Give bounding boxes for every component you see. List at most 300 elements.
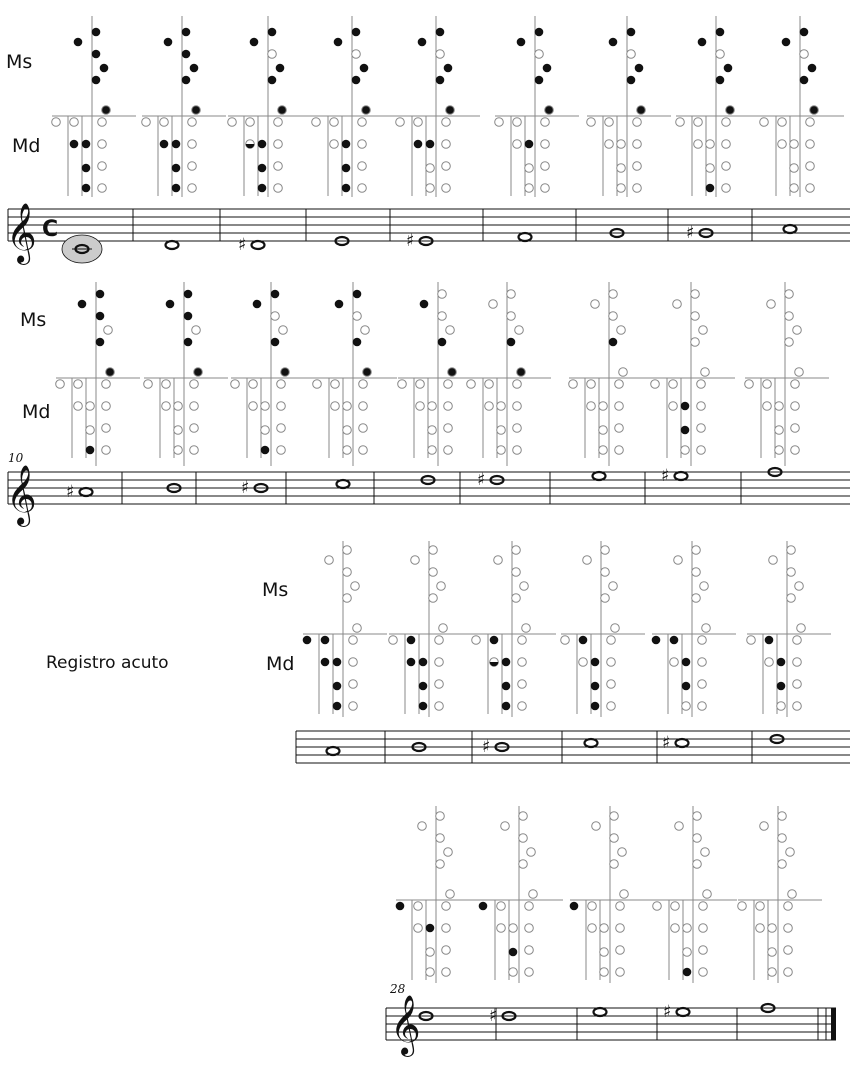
md-hole-5: [617, 184, 626, 193]
md-hole-2: [249, 380, 258, 389]
md-hole-1: [479, 902, 488, 911]
register-key: [278, 106, 287, 115]
register-key: [795, 368, 804, 377]
md-hole-5: [426, 968, 435, 977]
md-hole-1: [231, 380, 240, 389]
ms-hole-3: [785, 312, 794, 321]
fingering-4-4: [653, 806, 737, 983]
md-hole-6: [605, 140, 614, 149]
md-hole-2: [765, 636, 774, 645]
md-side-hole-4: [518, 702, 527, 711]
ms-hole-1: [74, 38, 83, 47]
ms-hole-2: [429, 546, 438, 555]
ms-hole-2: [519, 812, 528, 821]
md-hole-2: [74, 380, 83, 389]
ms-hole-3: [507, 312, 516, 321]
ms-hole-2: [92, 28, 101, 37]
md-hole-1: [495, 118, 504, 127]
ms-hole-5: [800, 76, 809, 85]
md-hole-6: [670, 658, 679, 667]
ms-hole-1: [591, 300, 600, 309]
md-hole-3: [497, 402, 506, 411]
ms-hole-2: [343, 546, 352, 555]
md-side-hole-1: [277, 380, 286, 389]
md-hole-2: [669, 380, 678, 389]
md-hole-5: [82, 184, 91, 193]
md-hole-5: [174, 446, 183, 455]
md-hole-6: [694, 140, 703, 149]
sharp-sign: ♯: [66, 482, 75, 502]
md-side-hole-1: [698, 636, 707, 645]
md-side-hole-4: [444, 446, 453, 455]
ms-hole-4: [724, 64, 733, 73]
ms-hole-4: [104, 326, 113, 335]
sharp-sign: ♯: [241, 478, 250, 498]
md-side-hole-4: [616, 968, 625, 977]
md-hole-4: [502, 682, 511, 691]
md-side-hole-2: [359, 402, 368, 411]
md-side-hole-4: [525, 968, 534, 977]
md-hole-2: [407, 636, 416, 645]
ms-hole-3: [610, 834, 619, 843]
md-side-hole-2: [541, 140, 550, 149]
md-hole-1: [467, 380, 476, 389]
md-hole-5: [426, 184, 435, 193]
md-hole-3: [419, 658, 428, 667]
ms-hole-3: [512, 568, 521, 577]
md-hole-4: [775, 426, 784, 435]
fingering-2-3: [231, 282, 315, 466]
md-hole-3: [426, 140, 435, 149]
note-3-4: [585, 739, 598, 747]
note-1-6: [519, 233, 532, 241]
md-side-hole-2: [607, 658, 616, 667]
md-hole-6: [414, 140, 423, 149]
md-side-hole-4: [98, 184, 107, 193]
md-side-hole-1: [435, 636, 444, 645]
ms-hole-4: [360, 64, 369, 73]
ms-hole-1: [78, 300, 87, 309]
md-hole-1: [472, 636, 481, 645]
ms-hole-5: [436, 860, 445, 869]
ms-hole-1: [253, 300, 262, 309]
md-hole-2: [416, 380, 425, 389]
md-hole-4: [790, 164, 799, 173]
md-hole-2: [485, 380, 494, 389]
ms-hole-1: [675, 822, 684, 831]
md-hole-6: [246, 140, 255, 149]
md-hole-1: [396, 118, 405, 127]
md-hole-4: [333, 682, 342, 691]
ms-hole-1: [418, 822, 427, 831]
fingering-4-2: [479, 806, 563, 983]
md-side-hole-4: [442, 968, 451, 977]
register-key: [810, 106, 819, 115]
treble-clef-2: 𝄞: [6, 465, 37, 525]
md-hole-4: [681, 426, 690, 435]
md-hole-2: [579, 636, 588, 645]
sharp-sign: ♯: [661, 466, 670, 486]
ms-hole-2: [184, 290, 193, 299]
md-hole-5: [790, 184, 799, 193]
fingering-2-9: [745, 282, 829, 466]
register-key: [797, 624, 806, 633]
md-hole-2: [321, 636, 330, 645]
ms-hole-3: [271, 312, 280, 321]
md-hole-1: [389, 636, 398, 645]
md-side-hole-1: [442, 118, 451, 127]
md-hole-1: [398, 380, 407, 389]
ms-hole-1: [166, 300, 175, 309]
md-side-hole-3: [784, 946, 793, 955]
ms-hole-3: [692, 568, 701, 577]
md-hole-2: [756, 902, 765, 911]
md-side-hole-4: [722, 184, 731, 193]
md-side-hole-2: [277, 402, 286, 411]
register-key: [192, 106, 201, 115]
md-hole-2: [694, 118, 703, 127]
ms-hole-5: [507, 338, 516, 347]
ms-hole-2: [271, 290, 280, 299]
md-hole-5: [591, 702, 600, 711]
ms-hole-4: [543, 64, 552, 73]
md-hole-3: [258, 140, 267, 149]
md-hole-6: [490, 658, 499, 667]
md-hole-2: [605, 118, 614, 127]
ms-hole-1: [489, 300, 498, 309]
sharp-sign: ♯: [489, 1006, 498, 1026]
md-side-hole-3: [806, 162, 815, 171]
ms-hole-3: [535, 50, 544, 59]
md-hole-5: [172, 184, 181, 193]
treble-clef-4: 𝄞: [390, 995, 421, 1055]
ms-hole-2: [182, 28, 191, 37]
md-hole-3: [600, 924, 609, 933]
md-hole-3: [599, 402, 608, 411]
whole-note: [166, 241, 179, 249]
register-key: [439, 624, 448, 633]
md-hole-3: [790, 140, 799, 149]
md-side-hole-3: [615, 424, 624, 433]
fingering-4-3: [570, 806, 654, 983]
md-hole-6: [588, 924, 597, 933]
note-3-1: [327, 747, 340, 755]
ms-hole-4: [190, 64, 199, 73]
ms-hole-5: [96, 338, 105, 347]
md-side-hole-3: [633, 162, 642, 171]
md-side-hole-3: [349, 680, 358, 689]
ms-hole-5: [268, 76, 277, 85]
note-4-3: [594, 1008, 607, 1016]
register-key: [106, 368, 115, 377]
ms-hole-2: [693, 812, 702, 821]
md-side-hole-4: [697, 446, 706, 455]
md-side-hole-1: [442, 902, 451, 911]
ms-hole-1: [673, 300, 682, 309]
md-side-hole-1: [274, 118, 283, 127]
ms-hole-4: [446, 326, 455, 335]
md-side-hole-3: [697, 424, 706, 433]
fingering-2-7: [569, 282, 653, 466]
md-side-hole-3: [102, 424, 111, 433]
md-hole-4: [525, 164, 534, 173]
register-key: [522, 624, 531, 633]
md-side-hole-1: [98, 118, 107, 127]
md-hole-3: [333, 658, 342, 667]
md-hole-4: [599, 426, 608, 435]
md-side-hole-2: [513, 402, 522, 411]
register-key: [448, 368, 457, 377]
md-side-hole-4: [541, 184, 550, 193]
ms-hole-1: [583, 556, 592, 565]
md-hole-1: [676, 118, 685, 127]
register-key: [363, 368, 372, 377]
high-register-label: Registro acuto: [46, 653, 169, 673]
whole-note: [594, 1008, 607, 1016]
left-hand-label-2: Ms: [20, 309, 47, 331]
md-hole-5: [683, 968, 692, 977]
md-side-hole-4: [102, 446, 111, 455]
md-side-hole-4: [277, 446, 286, 455]
md-hole-3: [426, 924, 435, 933]
ms-hole-3: [436, 50, 445, 59]
ms-hole-4: [515, 326, 524, 335]
md-side-hole-4: [806, 184, 815, 193]
ms-hole-3: [436, 834, 445, 843]
ms-hole-2: [507, 290, 516, 299]
md-hole-5: [600, 968, 609, 977]
md-hole-3: [591, 658, 600, 667]
md-side-hole-4: [793, 702, 802, 711]
ms-hole-2: [436, 812, 445, 821]
md-side-hole-1: [616, 902, 625, 911]
ms-hole-2: [800, 28, 809, 37]
md-side-hole-4: [607, 702, 616, 711]
md-side-hole-1: [359, 380, 368, 389]
md-side-hole-2: [444, 402, 453, 411]
md-hole-3: [86, 402, 95, 411]
md-side-hole-1: [633, 118, 642, 127]
md-hole-6: [485, 402, 494, 411]
ms-hole-4: [808, 64, 817, 73]
ms-hole-2: [692, 546, 701, 555]
md-hole-3: [342, 140, 351, 149]
md-side-hole-1: [188, 118, 197, 127]
fingering-4-1: [396, 806, 480, 983]
md-hole-5: [343, 446, 352, 455]
ms-hole-2: [778, 812, 787, 821]
md-hole-6: [579, 658, 588, 667]
fingering-1-4: [312, 16, 396, 197]
md-hole-5: [775, 446, 784, 455]
ms-hole-1: [164, 38, 173, 47]
right-hand-label-3: Md: [266, 653, 295, 675]
md-hole-2: [70, 118, 79, 127]
ms-hole-3: [353, 312, 362, 321]
fingering-2-1: [56, 282, 140, 466]
ms-hole-3: [182, 50, 191, 59]
ms-hole-5: [92, 76, 101, 85]
md-hole-4: [258, 164, 267, 173]
md-hole-3: [172, 140, 181, 149]
md-hole-1: [653, 902, 662, 911]
note-2-8: [661, 466, 688, 486]
register-key: [703, 890, 712, 899]
ms-hole-5: [352, 76, 361, 85]
md-hole-2: [763, 380, 772, 389]
ms-hole-1: [501, 822, 510, 831]
md-hole-3: [509, 924, 518, 933]
ms-hole-5: [693, 860, 702, 869]
md-side-hole-4: [615, 446, 624, 455]
md-side-hole-2: [698, 658, 707, 667]
md-side-hole-2: [616, 924, 625, 933]
md-side-hole-2: [190, 402, 199, 411]
sharp-sign: ♯: [663, 1002, 672, 1022]
md-hole-6: [587, 402, 596, 411]
ms-hole-1: [325, 556, 334, 565]
md-hole-5: [502, 702, 511, 711]
register-key: [446, 890, 455, 899]
sharp-sign: ♯: [477, 470, 486, 490]
md-side-hole-2: [806, 140, 815, 149]
md-hole-2: [330, 118, 339, 127]
md-side-hole-1: [444, 380, 453, 389]
ms-hole-4: [617, 326, 626, 335]
md-side-hole-1: [615, 380, 624, 389]
whole-note: [676, 739, 689, 747]
ms-hole-1: [418, 38, 427, 47]
md-side-hole-1: [784, 902, 793, 911]
md-hole-2: [587, 380, 596, 389]
md-hole-2: [246, 118, 255, 127]
md-side-hole-3: [607, 680, 616, 689]
md-side-hole-4: [784, 968, 793, 977]
md-hole-4: [261, 426, 270, 435]
ms-hole-5: [778, 860, 787, 869]
md-hole-6: [70, 140, 79, 149]
md-hole-6: [331, 402, 340, 411]
md-side-hole-1: [806, 118, 815, 127]
ms-hole-1: [517, 38, 526, 47]
ms-hole-2: [691, 290, 700, 299]
ms-hole-5: [716, 76, 725, 85]
ms-hole-3: [96, 312, 105, 321]
ms-hole-3: [778, 834, 787, 843]
md-hole-6: [756, 924, 765, 933]
register-key: [529, 890, 538, 899]
md-hole-2: [670, 636, 679, 645]
ms-hole-2: [535, 28, 544, 37]
md-hole-4: [419, 682, 428, 691]
right-hand-label-2: Md: [22, 401, 51, 423]
ms-hole-5: [438, 338, 447, 347]
ms-hole-3: [268, 50, 277, 59]
measure-number-28: 28: [390, 982, 406, 996]
md-hole-5: [682, 702, 691, 711]
ms-hole-2: [609, 290, 618, 299]
md-side-hole-3: [525, 946, 534, 955]
whole-note: [327, 747, 340, 755]
ms-hole-3: [716, 50, 725, 59]
md-hole-3: [343, 402, 352, 411]
md-side-hole-3: [277, 424, 286, 433]
md-side-hole-2: [697, 402, 706, 411]
whole-note: [80, 488, 93, 496]
md-side-hole-3: [359, 424, 368, 433]
md-hole-1: [569, 380, 578, 389]
fingering-1-9: [760, 16, 844, 197]
ms-hole-4: [100, 64, 109, 73]
md-hole-1: [313, 380, 322, 389]
ms-hole-5: [535, 76, 544, 85]
fingering-1-7: [587, 16, 671, 197]
md-hole-5: [599, 446, 608, 455]
md-hole-1: [587, 118, 596, 127]
ms-hole-2: [627, 28, 636, 37]
fingering-2-5: [398, 282, 482, 466]
ms-hole-5: [692, 594, 701, 603]
md-hole-6: [513, 140, 522, 149]
md-side-hole-3: [698, 680, 707, 689]
md-side-hole-2: [435, 658, 444, 667]
register-key: [637, 106, 646, 115]
ms-hole-5: [627, 76, 636, 85]
md-side-hole-2: [791, 402, 800, 411]
ms-hole-4: [361, 326, 370, 335]
ms-hole-4: [276, 64, 285, 73]
md-hole-5: [258, 184, 267, 193]
md-side-hole-1: [525, 902, 534, 911]
fingering-3-3: [472, 541, 556, 717]
ms-hole-1: [698, 38, 707, 47]
md-hole-6: [249, 402, 258, 411]
sharp-sign: ♯: [238, 235, 247, 255]
md-hole-3: [706, 140, 715, 149]
md-hole-4: [174, 426, 183, 435]
register-key: [194, 368, 203, 377]
md-hole-1: [570, 902, 579, 911]
ms-hole-3: [609, 312, 618, 321]
final-barline-thick: [831, 1008, 836, 1040]
md-side-hole-3: [722, 162, 731, 171]
md-hole-2: [331, 380, 340, 389]
ms-hole-5: [353, 338, 362, 347]
md-hole-2: [497, 902, 506, 911]
ms-hole-2: [436, 28, 445, 37]
ms-hole-1: [494, 556, 503, 565]
ms-hole-5: [691, 338, 700, 347]
md-side-hole-1: [793, 636, 802, 645]
md-side-hole-3: [358, 162, 367, 171]
fingering-1-3: [228, 16, 312, 197]
ms-hole-5: [271, 338, 280, 347]
ms-hole-5: [182, 76, 191, 85]
ms-hole-1: [334, 38, 343, 47]
ms-hole-1: [411, 556, 420, 565]
md-side-hole-1: [607, 636, 616, 645]
ms-hole-4: [351, 582, 360, 591]
register-key: [281, 368, 290, 377]
fingering-1-6: [495, 16, 579, 197]
note-1-1: [62, 235, 102, 263]
md-hole-3: [683, 924, 692, 933]
md-hole-1: [652, 636, 661, 645]
md-hole-3: [82, 140, 91, 149]
md-hole-2: [671, 902, 680, 911]
md-hole-2: [414, 902, 423, 911]
md-hole-5: [342, 184, 351, 193]
